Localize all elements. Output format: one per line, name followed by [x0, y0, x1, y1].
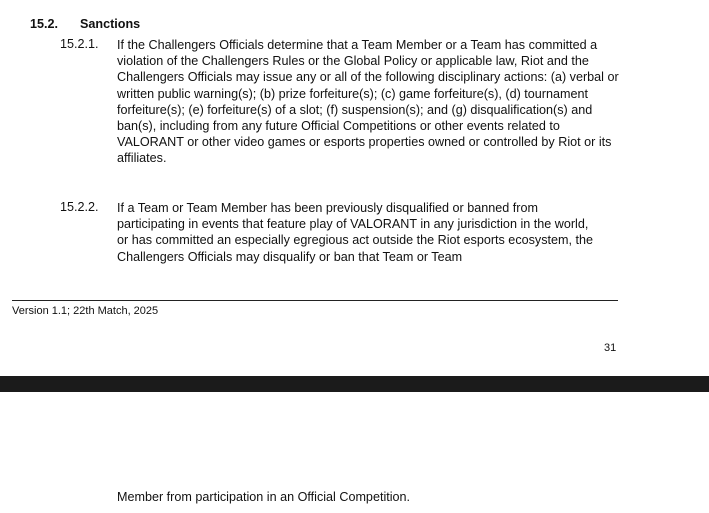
section-number: 15.2. [30, 17, 59, 31]
clause-number-15-2-1: 15.2.1. [60, 37, 99, 51]
footer-version: Version 1.1; 22th Match, 2025 [12, 305, 159, 317]
continuation-text: Member from participation in an Official Competition. [117, 490, 411, 504]
footer-divider [12, 300, 618, 301]
clause-text-15-2-1: If the Challengers Officials determine that a Team Member or a Team has committed a violation of the Challengers Rules or the Global Policy or applicable law, Riot and the Challengers Officials may issue any or all of the following disciplinary actions: (a) verbal or written public warning(s); (b) prize forfeiture(s); (c) game forfeiture(s), (d) tournament forfeiture(s); (e) forfeiture(s) of a slot; (f) suspension(s); and (g) disqualification(s) and ban(s), including from any future Official Competitions or other events related to VALORANT or other video games or esports properties owned or controlled by Riot or its affiliates. [117, 38, 619, 166]
clause-text-15-2-2: If a Team or Team Member has been previously disqualified or banned from participating in events that feature play of VALORANT in any jurisdiction in the world, or has committed an especially egregious act outside the Riot esports ecosystem, the Challengers Officials may disqualify or ban that Team or Team [117, 201, 594, 264]
section-title: Sanctions [80, 17, 141, 31]
page-number: 31 [604, 342, 617, 354]
clause-number-15-2-2: 15.2.2. [60, 200, 99, 214]
page-break-band [0, 376, 709, 392]
